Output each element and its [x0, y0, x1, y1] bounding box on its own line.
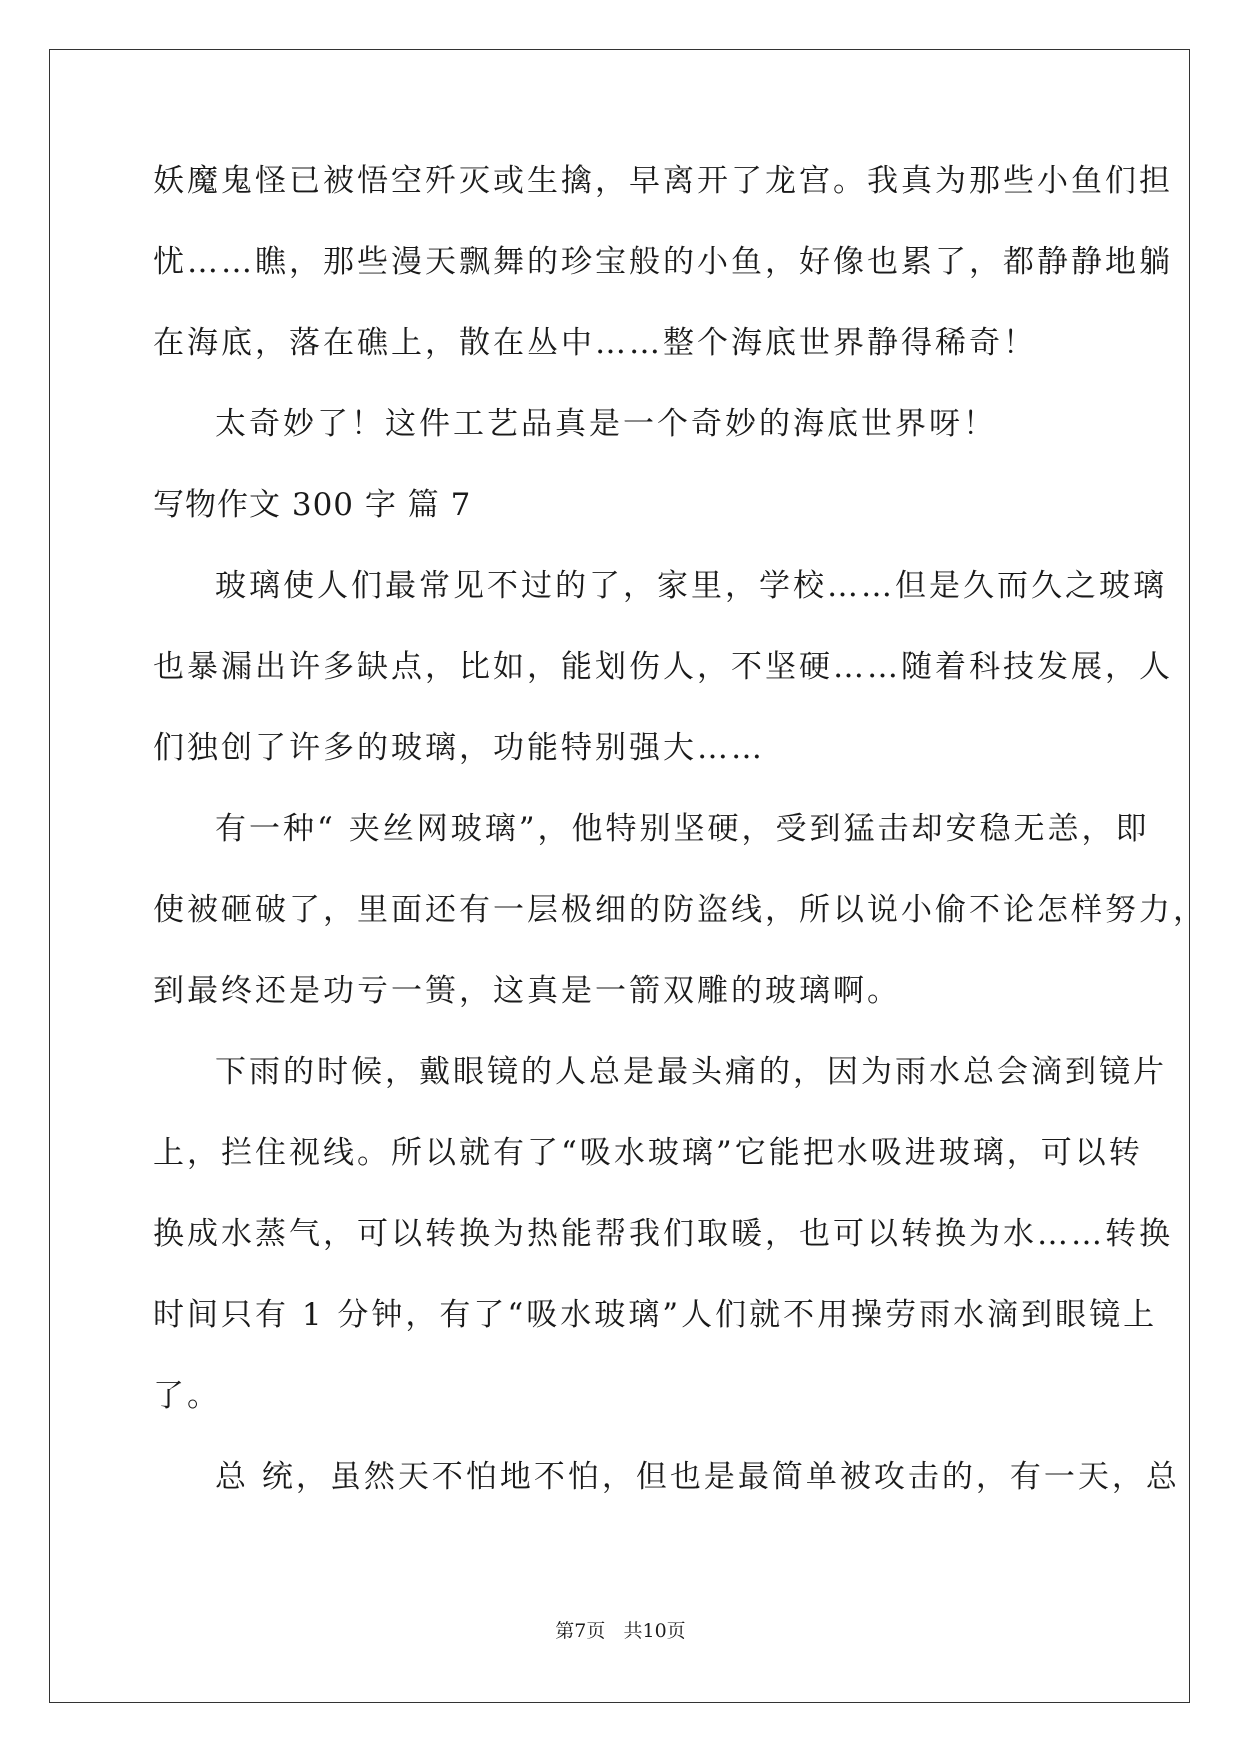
- text-line: 时间只有 1 分钟，有了“吸水玻璃”人们就不用操劳雨水滴到眼镜上: [153, 1297, 1158, 1333]
- text-line: 到最终还是功亏一篑，这真是一箭双雕的玻璃啊。: [153, 973, 901, 1009]
- text-line: 在海底，落在礁上，散在丛中……整个海底世界静得稀奇！: [153, 325, 1037, 361]
- text-line: 忧……瞧，那些漫天飘舞的珍宝般的小鱼，好像也累了，都静静地躺: [153, 244, 1173, 280]
- text-line: 也暴漏出许多缺点，比如，能划伤人，不坚硬……随着科技发展，人: [153, 649, 1173, 685]
- text-line: 使被砸破了，里面还有一层极细的防盗线，所以说小偷不论怎样努力，: [153, 892, 1207, 928]
- text-line: 有一种“ 夹丝网玻璃”，他特别坚硬，受到猛击却安稳无恙，即: [215, 811, 1150, 847]
- text-line: 上，拦住视线。所以就有了“吸水玻璃”它能把水吸进玻璃，可以转: [153, 1135, 1143, 1171]
- text-line: 妖魔鬼怪已被悟空歼灭或生擒，早离开了龙宫。我真为那些小鱼们担: [153, 163, 1173, 199]
- text-line: 换成水蒸气，可以转换为热能帮我们取暖，也可以转换为水……转换: [153, 1216, 1173, 1252]
- document-body: [153, 163, 1207, 1543]
- text-line: 下雨的时候，戴眼镜的人总是最头痛的，因为雨水总会滴到镜片: [215, 1054, 1167, 1090]
- text-line: 玻璃使人们最常见不过的了，家里，学校……但是久而久之玻璃: [215, 568, 1167, 604]
- section-heading: 写物作文 300 字 篇 7: [153, 487, 472, 523]
- text-line: 太奇妙了！这件工艺品真是一个奇妙的海底世界呀！: [215, 406, 997, 442]
- text-line: 们独创了许多的玻璃，功能特别强大……: [153, 730, 765, 766]
- text-line: 总 统，虽然天不怕地不怕，但也是最简单被攻击的，有一天，总: [215, 1459, 1180, 1495]
- text-line: 了。: [153, 1378, 221, 1414]
- page-footer: 第7页 共10页: [555, 1620, 686, 1642]
